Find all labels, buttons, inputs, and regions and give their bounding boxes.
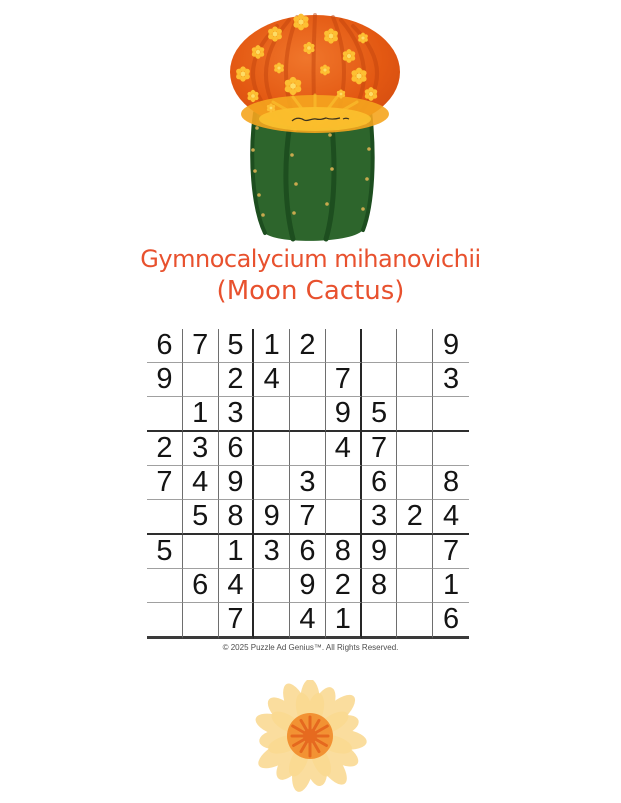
sudoku-cell-r8c9: 1 — [433, 569, 469, 603]
sudoku-cell-r1c2: 7 — [183, 329, 219, 363]
sudoku-cell-r1c5: 2 — [290, 329, 326, 363]
sudoku-cell-r6c7: 3 — [362, 500, 398, 535]
sudoku-cell-r2c4: 4 — [254, 363, 290, 397]
sudoku-cell-r3c6: 9 — [326, 397, 362, 432]
sudoku-grid — [147, 329, 469, 635]
sudoku-cell-r3c3: 3 — [219, 397, 255, 432]
copyright-text: © 2025 Puzzle Ad Genius™. All Rights Reserved. — [222, 643, 399, 652]
sudoku-cell-r4c7: 7 — [362, 432, 398, 466]
sudoku-cell-r2c5[interactable] — [290, 363, 326, 397]
sudoku-cell-r4c6: 4 — [326, 432, 362, 466]
sudoku-cell-r5c8[interactable] — [397, 466, 433, 500]
sudoku-cell-r5c4[interactable] — [254, 466, 290, 500]
sudoku-cell-r1c3: 5 — [219, 329, 255, 363]
sudoku-cell-r6c8: 2 — [397, 500, 433, 535]
sudoku-cell-r3c2: 1 — [183, 397, 219, 432]
sudoku-cell-r2c9: 3 — [433, 363, 469, 397]
sudoku-cell-r6c6[interactable] — [326, 500, 362, 535]
sudoku-cell-r4c9[interactable] — [433, 432, 469, 466]
sudoku-cell-r8c2: 6 — [183, 569, 219, 603]
sudoku-cell-r2c2[interactable] — [183, 363, 219, 397]
plant-common-name: (Moon Cactus) — [216, 275, 405, 306]
sudoku-cell-r9c6: 1 — [326, 603, 362, 639]
flower-center — [287, 713, 333, 759]
plant-title — [0, 246, 621, 306]
sudoku-cell-r3c9[interactable] — [433, 397, 469, 432]
sudoku-cell-r5c9: 8 — [433, 466, 469, 500]
sudoku-cell-r9c7[interactable] — [362, 603, 398, 639]
sudoku-cell-r7c6: 8 — [326, 535, 362, 569]
sudoku-cell-r3c4[interactable] — [254, 397, 290, 432]
sudoku-cell-r4c1: 2 — [147, 432, 183, 466]
sudoku-cell-r1c4: 1 — [254, 329, 290, 363]
sudoku-cell-r7c3: 1 — [219, 535, 255, 569]
sudoku-cell-r1c1: 6 — [147, 329, 183, 363]
sudoku-cell-r7c9: 7 — [433, 535, 469, 569]
sudoku-cell-r6c5: 7 — [290, 500, 326, 535]
sudoku-cell-r8c7: 8 — [362, 569, 398, 603]
sudoku-cell-r5c2: 4 — [183, 466, 219, 500]
sudoku-cell-r2c6: 7 — [326, 363, 362, 397]
sudoku-cell-r8c3: 4 — [219, 569, 255, 603]
sudoku-cell-r6c3: 8 — [219, 500, 255, 535]
moon-cactus-illustration — [213, 8, 413, 243]
cactus-ball — [230, 14, 400, 133]
sudoku-cell-r5c1: 7 — [147, 466, 183, 500]
sudoku-cell-r2c3: 2 — [219, 363, 255, 397]
sudoku-cell-r7c8[interactable] — [397, 535, 433, 569]
sudoku-cell-r1c8[interactable] — [397, 329, 433, 363]
sudoku-cell-r6c1[interactable] — [147, 500, 183, 535]
plant-latin-name: Gymnocalycium mihanovichii — [140, 245, 481, 273]
sudoku-cell-r1c6[interactable] — [326, 329, 362, 363]
sudoku-cell-r6c4: 9 — [254, 500, 290, 535]
sudoku-cell-r2c1: 9 — [147, 363, 183, 397]
sudoku-cell-r9c3: 7 — [219, 603, 255, 639]
sudoku-cell-r7c7: 9 — [362, 535, 398, 569]
sudoku-cell-r7c1: 5 — [147, 535, 183, 569]
sudoku-cell-r1c9: 9 — [433, 329, 469, 363]
sudoku-cell-r4c8[interactable] — [397, 432, 433, 466]
sudoku-cell-r3c5[interactable] — [290, 397, 326, 432]
sudoku-cell-r4c3: 6 — [219, 432, 255, 466]
sudoku-cell-r5c3: 9 — [219, 466, 255, 500]
flower-illustration — [230, 680, 390, 800]
sudoku-cell-r2c7[interactable] — [362, 363, 398, 397]
moon-cactus-icon — [213, 8, 413, 243]
sudoku-cell-r9c5: 4 — [290, 603, 326, 639]
sudoku-cell-r8c4[interactable] — [254, 569, 290, 603]
sudoku-cell-r4c2: 3 — [183, 432, 219, 466]
sudoku-cell-r2c8[interactable] — [397, 363, 433, 397]
sudoku-cell-r3c8[interactable] — [397, 397, 433, 432]
sudoku-cell-r5c6[interactable] — [326, 466, 362, 500]
sudoku-cell-r5c7: 6 — [362, 466, 398, 500]
orange-flower-icon — [230, 680, 390, 800]
sudoku-cell-r8c6: 2 — [326, 569, 362, 603]
sudoku-cell-r9c4[interactable] — [254, 603, 290, 639]
sudoku-cell-r9c9: 6 — [433, 603, 469, 639]
sudoku-cell-r3c1[interactable] — [147, 397, 183, 432]
sudoku-cell-r7c5: 6 — [290, 535, 326, 569]
sudoku-cell-r8c5: 9 — [290, 569, 326, 603]
sudoku-cell-r9c2[interactable] — [183, 603, 219, 639]
sudoku-cell-r8c1[interactable] — [147, 569, 183, 603]
sudoku-cell-r9c8[interactable] — [397, 603, 433, 639]
sudoku-cell-r9c1[interactable] — [147, 603, 183, 639]
sudoku-cell-r4c5[interactable] — [290, 432, 326, 466]
sudoku-cell-r3c7: 5 — [362, 397, 398, 432]
sudoku-cell-r4c4[interactable] — [254, 432, 290, 466]
sudoku-cell-r6c2: 5 — [183, 500, 219, 535]
sudoku-cell-r8c8[interactable] — [397, 569, 433, 603]
sudoku-cell-r6c9: 4 — [433, 500, 469, 535]
sudoku-cell-r7c4: 3 — [254, 535, 290, 569]
flower-petals — [253, 680, 368, 794]
sudoku-cell-r1c7[interactable] — [362, 329, 398, 363]
sudoku-cell-r5c5: 3 — [290, 466, 326, 500]
sudoku-cell-r7c2[interactable] — [183, 535, 219, 569]
